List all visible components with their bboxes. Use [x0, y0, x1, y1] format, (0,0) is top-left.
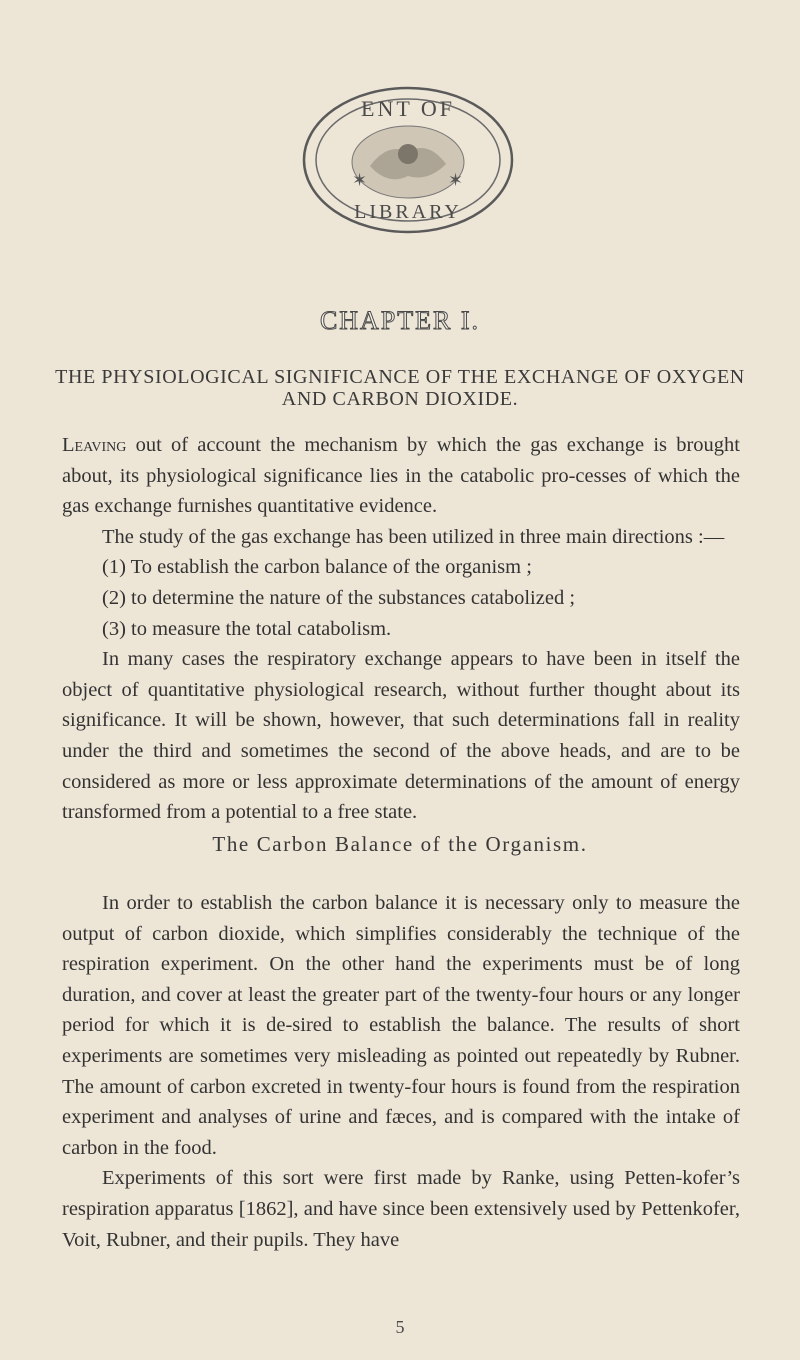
intro-text [62, 430, 740, 828]
list-item-1: (1) To establish the carbon balance of the organism ; [102, 556, 532, 579]
chapter-title [40, 366, 760, 410]
section-paragraph-2: Experiments of this sort were first made by Ranke, using Petten-kofer’s respiration apparatus [1862], and have since been extensively used by Pettenkofer, Voit, Rubner, and their pupils. They have [62, 1167, 740, 1251]
intro-paragraph-2: The study of the gas exchange has been utilized in three main directions :— [102, 525, 725, 548]
section-paragraph-1: In order to establish the carbon balance it is necessary only to measure the output of carbon dioxide, which simplifies considerably the technique of the respiration experiment. On the other hand the experiments must be of long duration, and cover at least the greater part of the twenty-four hours or any longer period for which it is de-sired to establish the balance. The results of short experiments are sometimes very misleading as pointed out repeatedly by Rubner. The amount of carbon excreted in twenty-four hours is found from the respiration experiment and analyses of urine and fæces, and is compared with the intake of carbon in the food. [62, 892, 740, 1159]
stamp-bottom-text: LIBRARY [354, 201, 462, 223]
intro-paragraph-1 [62, 430, 740, 522]
chapter-title-line-1: THE PHYSIOLOGICAL SIGNIFICANCE OF THE EXCHANGE OF OXYGEN [55, 366, 745, 388]
chapter-heading: CHAPTER I. [319, 306, 481, 335]
intro-paragraph-3: In many cases the respiratory exchange appears to have been in itself the object of quantitative physiological research, without further thought about its significance. It will be shown, however, that such determinations fall in reality under the third and sometimes the second of the above heads, and are to be considered as more or less approximate determinations of the amount of energy transformed from a potential to a free state. [62, 648, 740, 824]
section-text [62, 888, 740, 1255]
svg-text:✶: ✶ [448, 170, 464, 191]
svg-text:✶: ✶ [352, 170, 368, 191]
intro-paragraph-1-text: out of account the mechanism by which the gas exchange is brought about, its physiological significance lies in the catabolic pro-cesses of which the gas exchange furnishes quantitative evidence. [62, 434, 740, 518]
lead-word: Leaving [62, 434, 127, 456]
section-heading: The Carbon Balance of the Organism. [212, 832, 588, 856]
list-item-3: (3) to measure the total catabolism. [102, 617, 392, 640]
stamp-top-text: ENT OF [361, 96, 455, 121]
page-number: 5 [395, 1317, 405, 1337]
chapter-title-line-2: AND CARBON DIOXIDE. [281, 388, 519, 410]
library-stamp [300, 82, 516, 238]
list-item-2: (2) to determine the nature of the substances catabolized ; [102, 586, 576, 609]
